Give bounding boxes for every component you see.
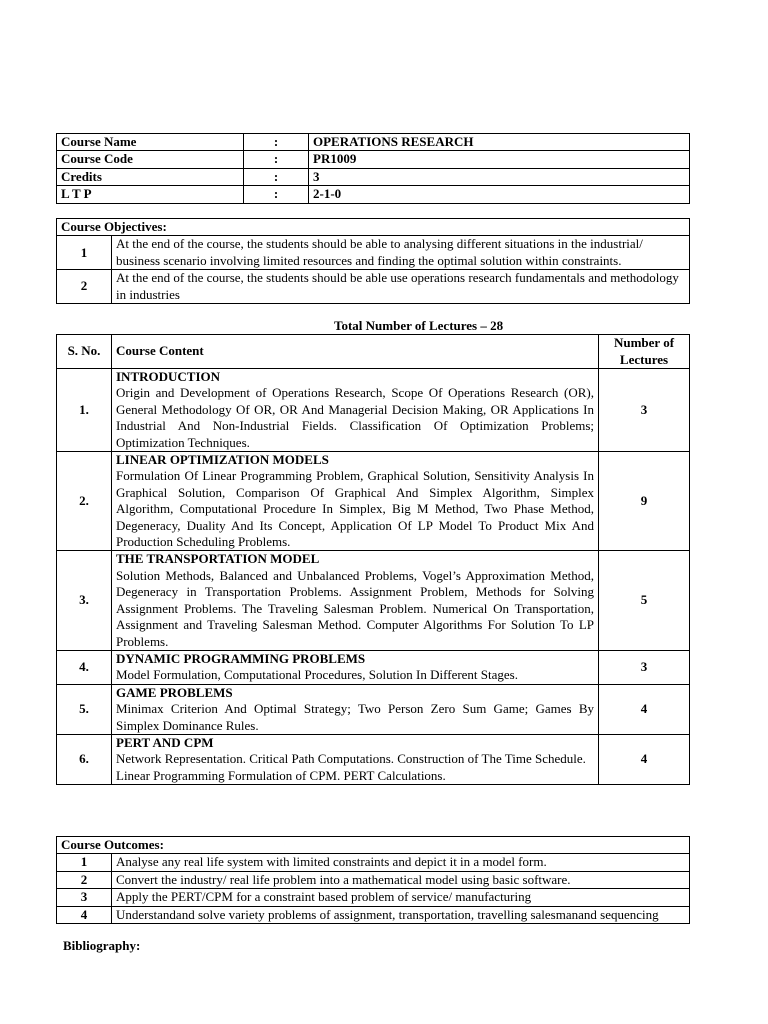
module-body: Network Representation. Critical Path Computations. Construction of The Time Schedule. xyxy=(116,751,586,767)
row-content xyxy=(112,734,599,784)
module-title: PERT AND CPM xyxy=(116,734,214,750)
content-row xyxy=(57,650,690,684)
module-body: Solution Methods, Balanced and Unbalanced Problems, Vogel’s Approximation Method, Degeneracy in Transportation Problems. Assignment Problem, Methods for Solving Assignment Problems. The Traveling Salesman Problem. Numerical On Transportation, Assignment and Traveling Salesman Method. Computer Algorithms For Solution To LP Problems. xyxy=(116,567,594,649)
course-outcomes-table xyxy=(56,836,690,924)
outcome-row xyxy=(57,871,690,888)
content-row xyxy=(57,684,690,734)
outcome-text: Analyse any real life system with limited constraints and depict it in a model form. xyxy=(112,854,690,871)
header-number-of-lectures: Number of Lectures xyxy=(599,335,690,369)
module-title: THE TRANSPORTATION MODEL xyxy=(116,551,320,567)
info-separator: : xyxy=(244,186,309,203)
course-objectives-table xyxy=(56,218,690,304)
outcomes-heading-row xyxy=(57,837,690,854)
outcome-number: 3 xyxy=(57,889,112,906)
header-sno: S. No. xyxy=(57,335,112,369)
course-info-row xyxy=(57,151,690,168)
row-sno: 5. xyxy=(57,684,112,734)
row-lectures: 3 xyxy=(599,650,690,684)
course-info-row xyxy=(57,186,690,203)
module-body: Origin and Development of Operations Research, Scope Of Operations Research (OR), General Methodology Of OR, OR And Managerial Decision Making, OR Applications In Industrial And Non-Industrial Fields. Classification Of Optimization Problems; Optimization Techniques. xyxy=(116,385,594,450)
course-info-row xyxy=(57,134,690,151)
module-body: Minimax Criterion And Optimal Strategy; Two Person Zero Sum Game; Games By Simplex Dominance Rules. xyxy=(116,701,594,733)
row-lectures: 5 xyxy=(599,551,690,650)
content-header-row xyxy=(57,335,690,369)
outcome-text: Apply the PERT/CPM for a constraint based problem of service/ manufacturing xyxy=(112,889,690,906)
info-value: 3 xyxy=(309,168,690,185)
row-content xyxy=(112,684,599,734)
info-value: PR1009 xyxy=(309,151,690,168)
content-row xyxy=(57,452,690,551)
row-content xyxy=(112,452,599,551)
module-title: DYNAMIC PROGRAMMING PROBLEMS xyxy=(116,650,366,666)
header-course-content: Course Content xyxy=(112,335,599,369)
row-sno: 1. xyxy=(57,369,112,452)
row-sno: 3. xyxy=(57,551,112,650)
info-separator: : xyxy=(244,168,309,185)
row-content xyxy=(112,369,599,452)
content-row xyxy=(57,369,690,452)
row-content xyxy=(112,650,599,684)
module-title: INTRODUCTION xyxy=(116,369,221,384)
objective-text: At the end of the course, the students should be able use operations research fundamentals and methodology in industries xyxy=(112,270,690,304)
course-info-table xyxy=(56,133,690,204)
objectives-heading-row xyxy=(57,219,690,236)
row-lectures: 9 xyxy=(599,452,690,551)
module-body: Model Formulation, Computational Procedures, Solution In Different Stages. xyxy=(116,667,518,683)
info-label: Course Code xyxy=(57,151,244,168)
row-lectures: 4 xyxy=(599,734,690,784)
row-lectures: 3 xyxy=(599,369,690,452)
row-sno: 2. xyxy=(57,452,112,551)
info-label: Course Name xyxy=(57,134,244,151)
info-value: 2-1-0 xyxy=(309,186,690,203)
outcome-row xyxy=(57,889,690,906)
outcome-number: 1 xyxy=(57,854,112,871)
module-title: LINEAR OPTIMIZATION MODELS xyxy=(116,452,329,468)
module-body: Formulation Of Linear Programming Problem, Graphical Solution, Sensitivity Analysis In Graphical Solution, Comparison Of Graphical And Simplex Algorithm, Simplex Algorithm, Computational Procedure In Simplex, Big M Method, Two Phase Method, Degeneracy, Duality And Its Concept, Application Of LP Model To Product Mix And Production Scheduling Problems. xyxy=(116,468,594,550)
objective-row xyxy=(57,236,690,270)
outcome-row xyxy=(57,906,690,923)
module-body-continued: Linear Programming Formulation of CPM. PERT Calculations. xyxy=(116,767,446,783)
row-content xyxy=(112,551,599,650)
bibliography-heading: Bibliography: xyxy=(63,938,141,953)
info-separator: : xyxy=(244,151,309,168)
content-row xyxy=(57,734,690,784)
outcome-text: Understandand solve variety problems of assignment, transportation, travelling salesmanand sequencing xyxy=(112,906,690,923)
objectives-heading: Course Objectives: xyxy=(57,219,690,236)
total-lectures: Total Number of Lectures – 28 xyxy=(334,318,504,333)
row-lectures: 4 xyxy=(599,684,690,734)
info-label: Credits xyxy=(57,168,244,185)
objective-number: 1 xyxy=(57,236,112,270)
outcome-number: 4 xyxy=(57,906,112,923)
objective-text: At the end of the course, the students should be able to analysing different situations in the industrial/ business scenario involving limited resources and finding the optimal solution within constraints. xyxy=(112,236,690,270)
module-title: GAME PROBLEMS xyxy=(116,684,233,700)
info-label: L T P xyxy=(57,186,244,203)
content-row xyxy=(57,551,690,650)
objective-row xyxy=(57,270,690,304)
info-separator: : xyxy=(244,134,309,151)
outcome-number: 2 xyxy=(57,871,112,888)
course-content-table xyxy=(56,334,690,785)
objective-number: 2 xyxy=(57,270,112,304)
row-sno: 6. xyxy=(57,734,112,784)
course-info-row xyxy=(57,168,690,185)
outcome-text: Convert the industry/ real life problem into a mathematical model using basic software. xyxy=(112,871,690,888)
row-sno: 4. xyxy=(57,650,112,684)
outcomes-heading: Course Outcomes: xyxy=(57,837,690,854)
info-value: OPERATIONS RESEARCH xyxy=(309,134,690,151)
outcome-row xyxy=(57,854,690,871)
